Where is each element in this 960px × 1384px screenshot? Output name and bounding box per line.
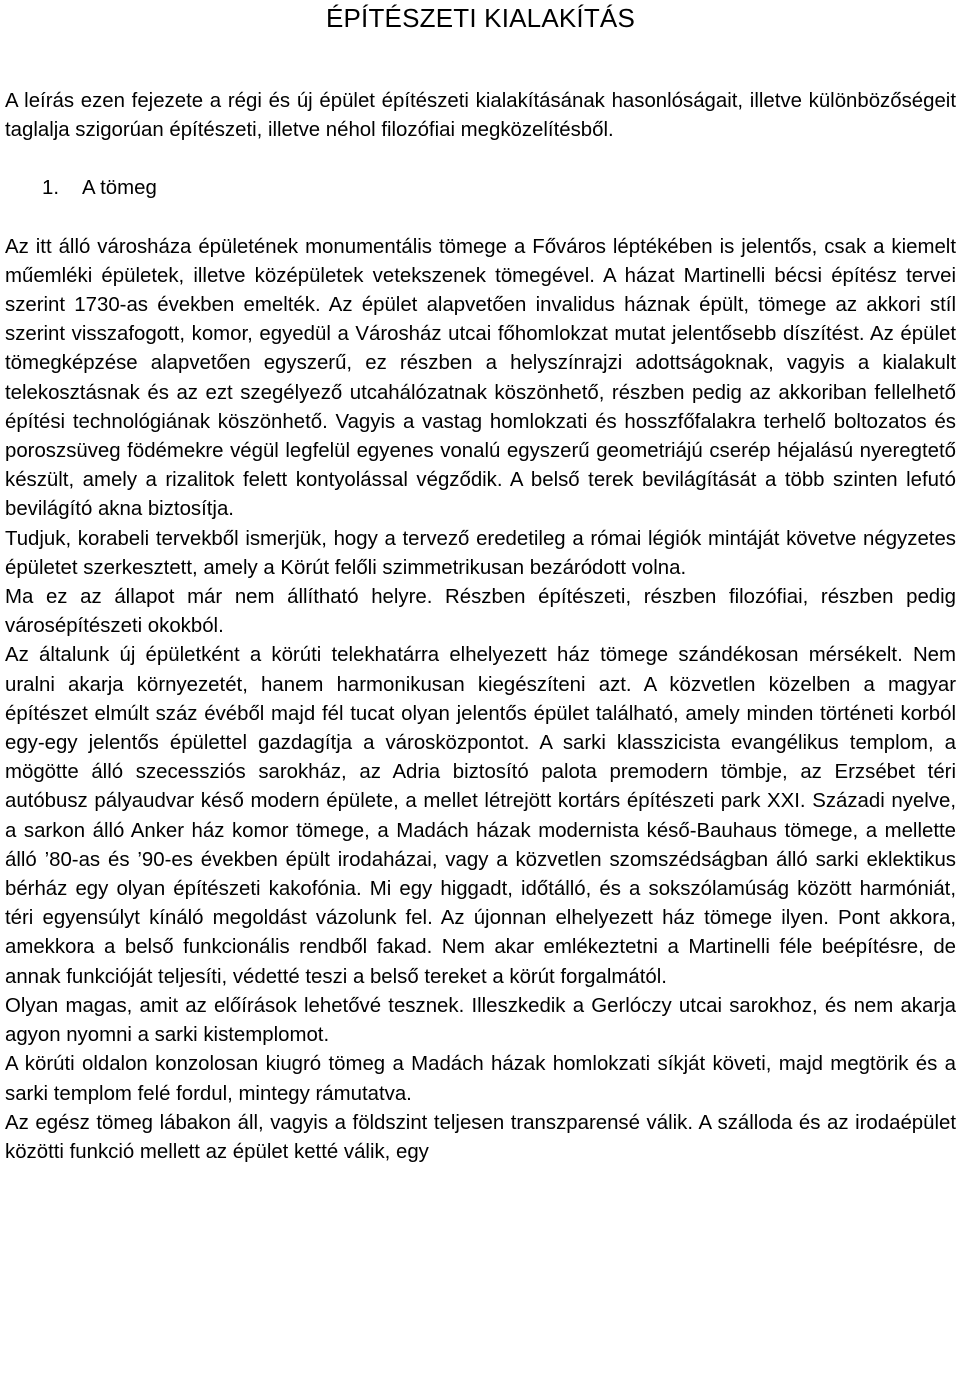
section-number: 1. [42, 177, 60, 200]
body-paragraph: Ma ez az állapot már nem állítható helyre. Részben építészeti, részben filozófiai, részben pedig városépítészeti okokból. [5, 586, 956, 638]
section-body [5, 233, 956, 1168]
section-heading [5, 174, 956, 203]
page-title: ÉPÍTÉSZETI KIALAKÍTÁS [325, 3, 636, 33]
section-title: A tömeg [82, 177, 157, 200]
body-paragraph: Tudjuk, korabeli tervekből ismerjük, hogy a tervező eredetileg a római légiók mintáját követve négyzetes épületet szerkesztett, amely a Körút felőli szimmetrikusan bezáródott volna. [5, 527, 956, 579]
body-paragraph: Az itt álló városháza épületének monumentális tömege a Főváros léptékében is jelentős, csak a kiemelt műemléki épületek, illetve középületek vetekszenek tömegével. A házat Martinelli bécsi építész tervei szerint 1730-as években emelték. Az épület alapvetően invalidus háznak épült, tömege az akkori stíl szerint visszafogott, komor, egyedül a Városház utcai főhomlokzat mutat jelentősebb díszítést. Az épület tömegképzése alapvetően egyszerű, ez részben a helyszínrajzi adottságoknak, vagyis a kialakult telekosztásnak és az ezt szegélyező utcahálózatnak köszönhető, részben pedig az akkoriban fellelhető építési technológiának köszönhető. Vagyis a vastag homlokzati és hosszfőfalakra terhelő boltozatos és poroszsüveg födémekre végül legfelül egyenes vonalú egyszerű geometriájú cserép héjalású nyeregtető készült, amely a rizalitok felett kontyolással végződik. A belső terek bevilágítását a több szinten lefutó bevilágító akna biztosítja. [5, 235, 956, 521]
body-paragraph: Olyan magas, amit az előírások lehetővé tesznek. Illeszkedik a Gerlóczy utcai sarokhoz, és nem akarja agyon nyomni a sarki kistemplomot. [5, 994, 956, 1047]
body-paragraph: A körúti oldalon konzolosan kiugró tömeg a Madách házak homlokzati síkját követi, majd megtörik és a sarki templom felé fordul, mintegy rámutatva. [5, 1053, 956, 1105]
intro-paragraph: A leírás ezen fejezete a régi és új épület építészeti kialakításának hasonlóságait, illetve különbözőségeit taglalja szigorúan építészeti, illetve néhol filozófiai megközelítésből. [5, 90, 956, 142]
document-page [5, 0, 956, 1167]
body-paragraph: Az egész tömeg lábakon áll, vagyis a földszint teljesen transzparensé válik. A szálloda és az irodaépület közötti funkció mellett az épület ketté válik, egy [5, 1111, 956, 1163]
body-paragraph: Az általunk új épületként a körúti telekhatárra elhelyezett ház tömege szándékosan mérsékelt. Nem uralni akarja környezetét, hanem harmonikusan kiegészíteni azt. A közvetlen közelben a magyar építészet elmúlt száz évéből majd fél tucat olyan jelentős épület található, amely minden történeti korból egy-egy jelentős épülettel gazdagítja a városközpontot. A sarki klasszicista evangélikus templom, a mögötte álló szecessziós sarokház, az Adria biztosító palota premodern tömbje, az Erzsébet téri autóbusz pályaudvar késő modern épülete, a mellet létrejött kortárs építészeti park XXI. Századi nyelve, a sarkon álló Anker ház komor tömege, a Madách házak modernista késő-Bauhaus tömege, a mellette álló ’80-as és ’90-es években épült irodaházai, vagy a közvetlen szomszédságban álló sarki eklektikus bérház egy olyan építészeti kakofónia. Mi egy higgadt, időtálló, és a sokszólamúság között harmóniát, téri egyensúlyt kínáló megoldást vázolunk fel. Az újonnan elhelyezett ház tömege ilyen. Pont akkora, amekkora a belső funkcionális rendből fakad. Nem akar emlékeztetni a Martinelli féle beépítésre, de annak funkcióját teljesíti, védetté teszi a belső tereket a körút forgalmától. [5, 644, 956, 988]
